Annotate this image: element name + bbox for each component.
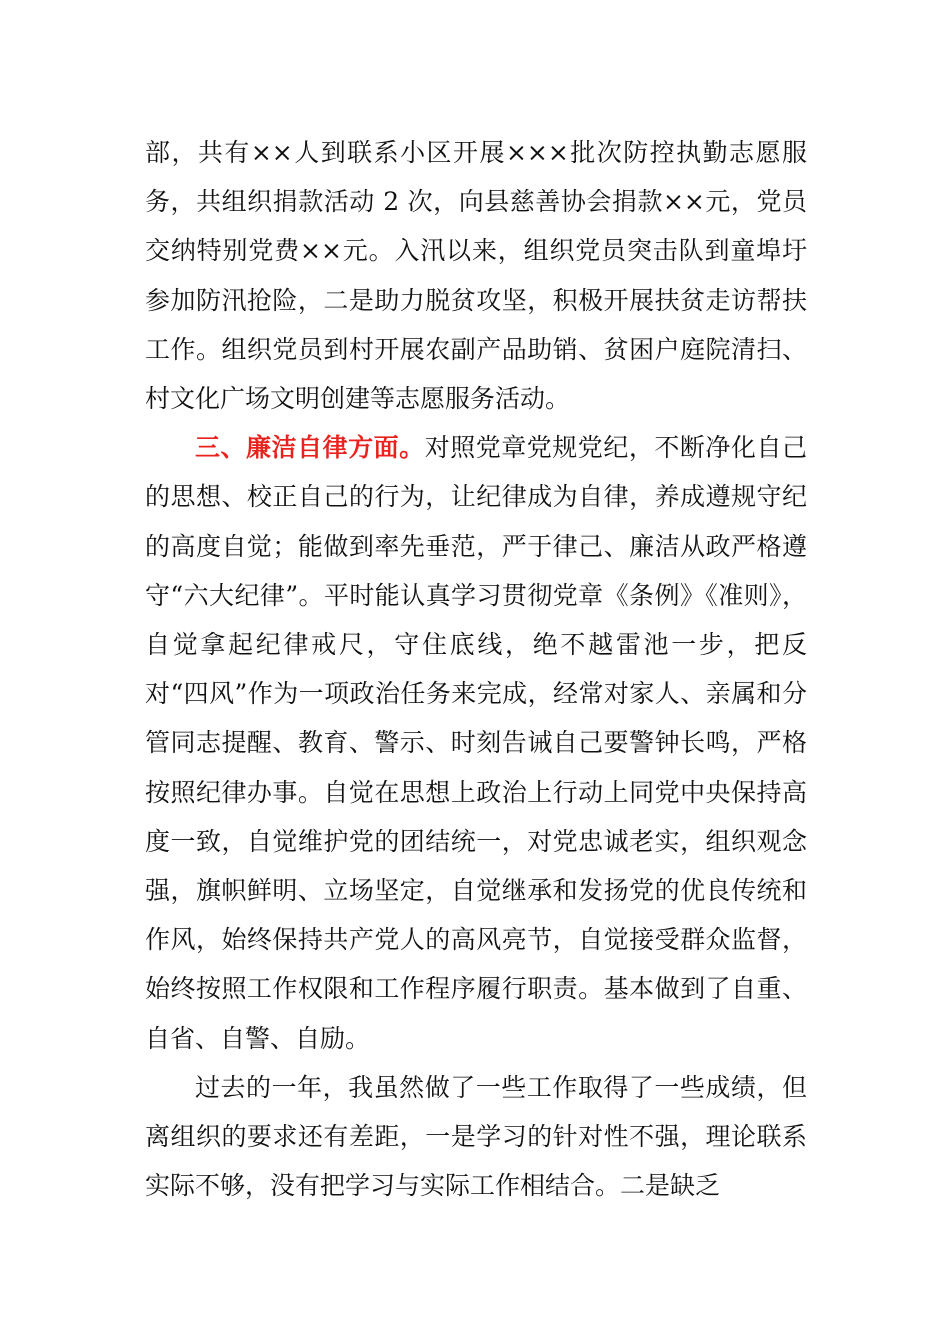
- paragraph-integrity-section: [145, 423, 807, 1063]
- paragraph-text: 部，共有××人到联系小区开展×××批次防控执勤志愿服务，共组织捐款活动 2 次，向县慈善协会捐款××元，党员交纳特别党费××元。入汛以来，组织党员突击队到童埠圩参加防汛抢险，二是助力脱贫攻坚，积极开展扶贫走访帮扶工作。组织党员到村开展农副产品助销、贫困户庭院清扫、村文化广场文明创建等志愿服务活动。: [145, 138, 807, 414]
- paragraph-shortcomings: [145, 1063, 807, 1211]
- paragraph-text: 过去的一年，我虽然做了一些工作取得了一些成绩，但离组织的要求还有差距，一是学习的针对性不强，理论联系实际不够，没有把学习与实际工作相结合。二是缺乏: [145, 1072, 807, 1201]
- paragraph-continuation: [145, 128, 807, 423]
- paragraph-text: 对照党章党规党纪，不断净化自己的思想、校正自己的行为，让纪律成为自律，养成遵规守纪的高度自觉；能做到率先垂范，严于律己、廉洁从政严格遵守“六大纪律”。平时能认真学习贯彻党章《条例》《准则》，自觉拿起纪律戒尺，守住底线，绝不越雷池一步，把反对“四风”作为一项政治任务来完成，经常对家人、亲属和分管同志提醒、教育、警示、时刻告诫自己要警钟长鸣，严格按照纪律办事。自觉在思想上政治上行动上同党中央保持高度一致，自觉维护党的团结统一，对党忠诚老实，组织观念强，旗帜鲜明、立场坚定，自觉继承和发扬党的优良传统和作风，始终保持共产党人的高风亮节，自觉接受群众监督，始终按照工作权限和工作程序履行职责。基本做到了自重、自省、自警、自励。: [145, 433, 807, 1053]
- section-heading: 三、廉洁自律方面。: [195, 433, 425, 463]
- document-body: [145, 128, 807, 1210]
